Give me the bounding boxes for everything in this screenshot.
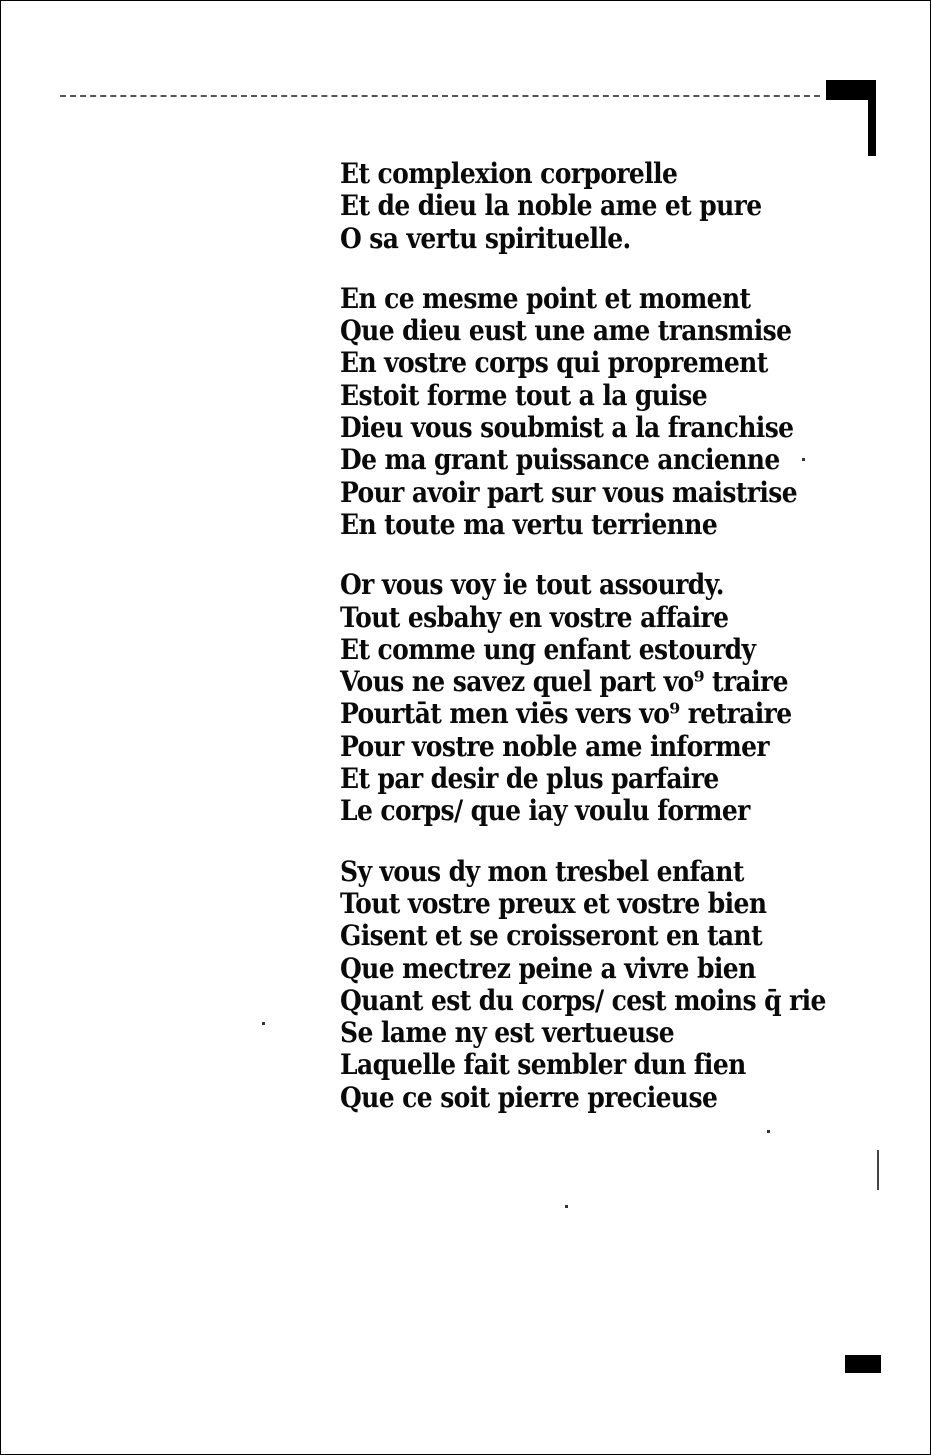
- edge-mark-stem: [868, 96, 876, 156]
- verse-line: O sa vertu spirituelle.: [340, 221, 631, 255]
- verse-line: Estoit forme tout a la guise: [340, 378, 708, 412]
- verse-line: Tout esbahy en vostre affaire: [340, 600, 729, 634]
- verse-line: Que ce soit pierre precieuse: [340, 1080, 718, 1114]
- edge-mark-bottom: [845, 1355, 881, 1373]
- poem-text: [340, 157, 826, 1142]
- stanza-1: [340, 158, 820, 255]
- stanza-4: [340, 854, 826, 1114]
- verse-line: Pourtāt men viēs vers vo⁹ retraire: [340, 697, 792, 731]
- verse-line: Se lame ny est vertueuse: [340, 1016, 675, 1049]
- verse-line: Quant est du corps/ cest moins q̄ rie: [340, 984, 826, 1017]
- verse-line: Or vous voy ie tout assourdy.: [340, 568, 724, 601]
- verse-line: Et complexion corporelle: [340, 157, 678, 190]
- verse-line: Que dieu eust une ame transmise: [340, 314, 792, 347]
- verse-line: En ce mesme point et moment: [340, 282, 751, 315]
- verse-line: Dieu vous soubmist a la franchise: [340, 411, 794, 444]
- verse-line: En vostre corps qui proprement: [340, 346, 768, 380]
- verse-line: Vous ne savez quel part vo⁹ traire: [340, 665, 788, 698]
- verse-line: Et comme ung enfant estourdy: [340, 633, 756, 666]
- verse-line: Sy vous dy mon tresbel enfant: [340, 854, 744, 888]
- verse-line: De ma grant puissance ancienne: [340, 443, 780, 477]
- ink-speck: [565, 1205, 568, 1208]
- verse-line: Le corps/ que iay voulu former: [340, 794, 750, 828]
- edge-line-right: [877, 1150, 879, 1190]
- verse-line: Laquelle fait sembler dun fien: [340, 1048, 746, 1082]
- verse-line: Pour vostre noble ame informer: [340, 729, 769, 763]
- verse-line: En toute ma vertu terrienne: [340, 508, 718, 541]
- verse-line: Tout vostre preux et vostre bien: [340, 887, 767, 920]
- verse-line: Et de dieu la noble ame et pure: [340, 189, 762, 222]
- top-rule: [60, 95, 820, 97]
- verse-line: Que mectrez peine a vivre bien: [340, 951, 756, 985]
- verse-line: Pour avoir part sur vous maistrise: [340, 475, 798, 509]
- ink-speck: [262, 1022, 265, 1025]
- verse-line: Et par desir de plus parfaire: [340, 762, 719, 795]
- stanza-3: [340, 569, 820, 827]
- verse-line: Gisent et se croisseront en tant: [340, 919, 763, 952]
- stanza-2: [340, 283, 820, 541]
